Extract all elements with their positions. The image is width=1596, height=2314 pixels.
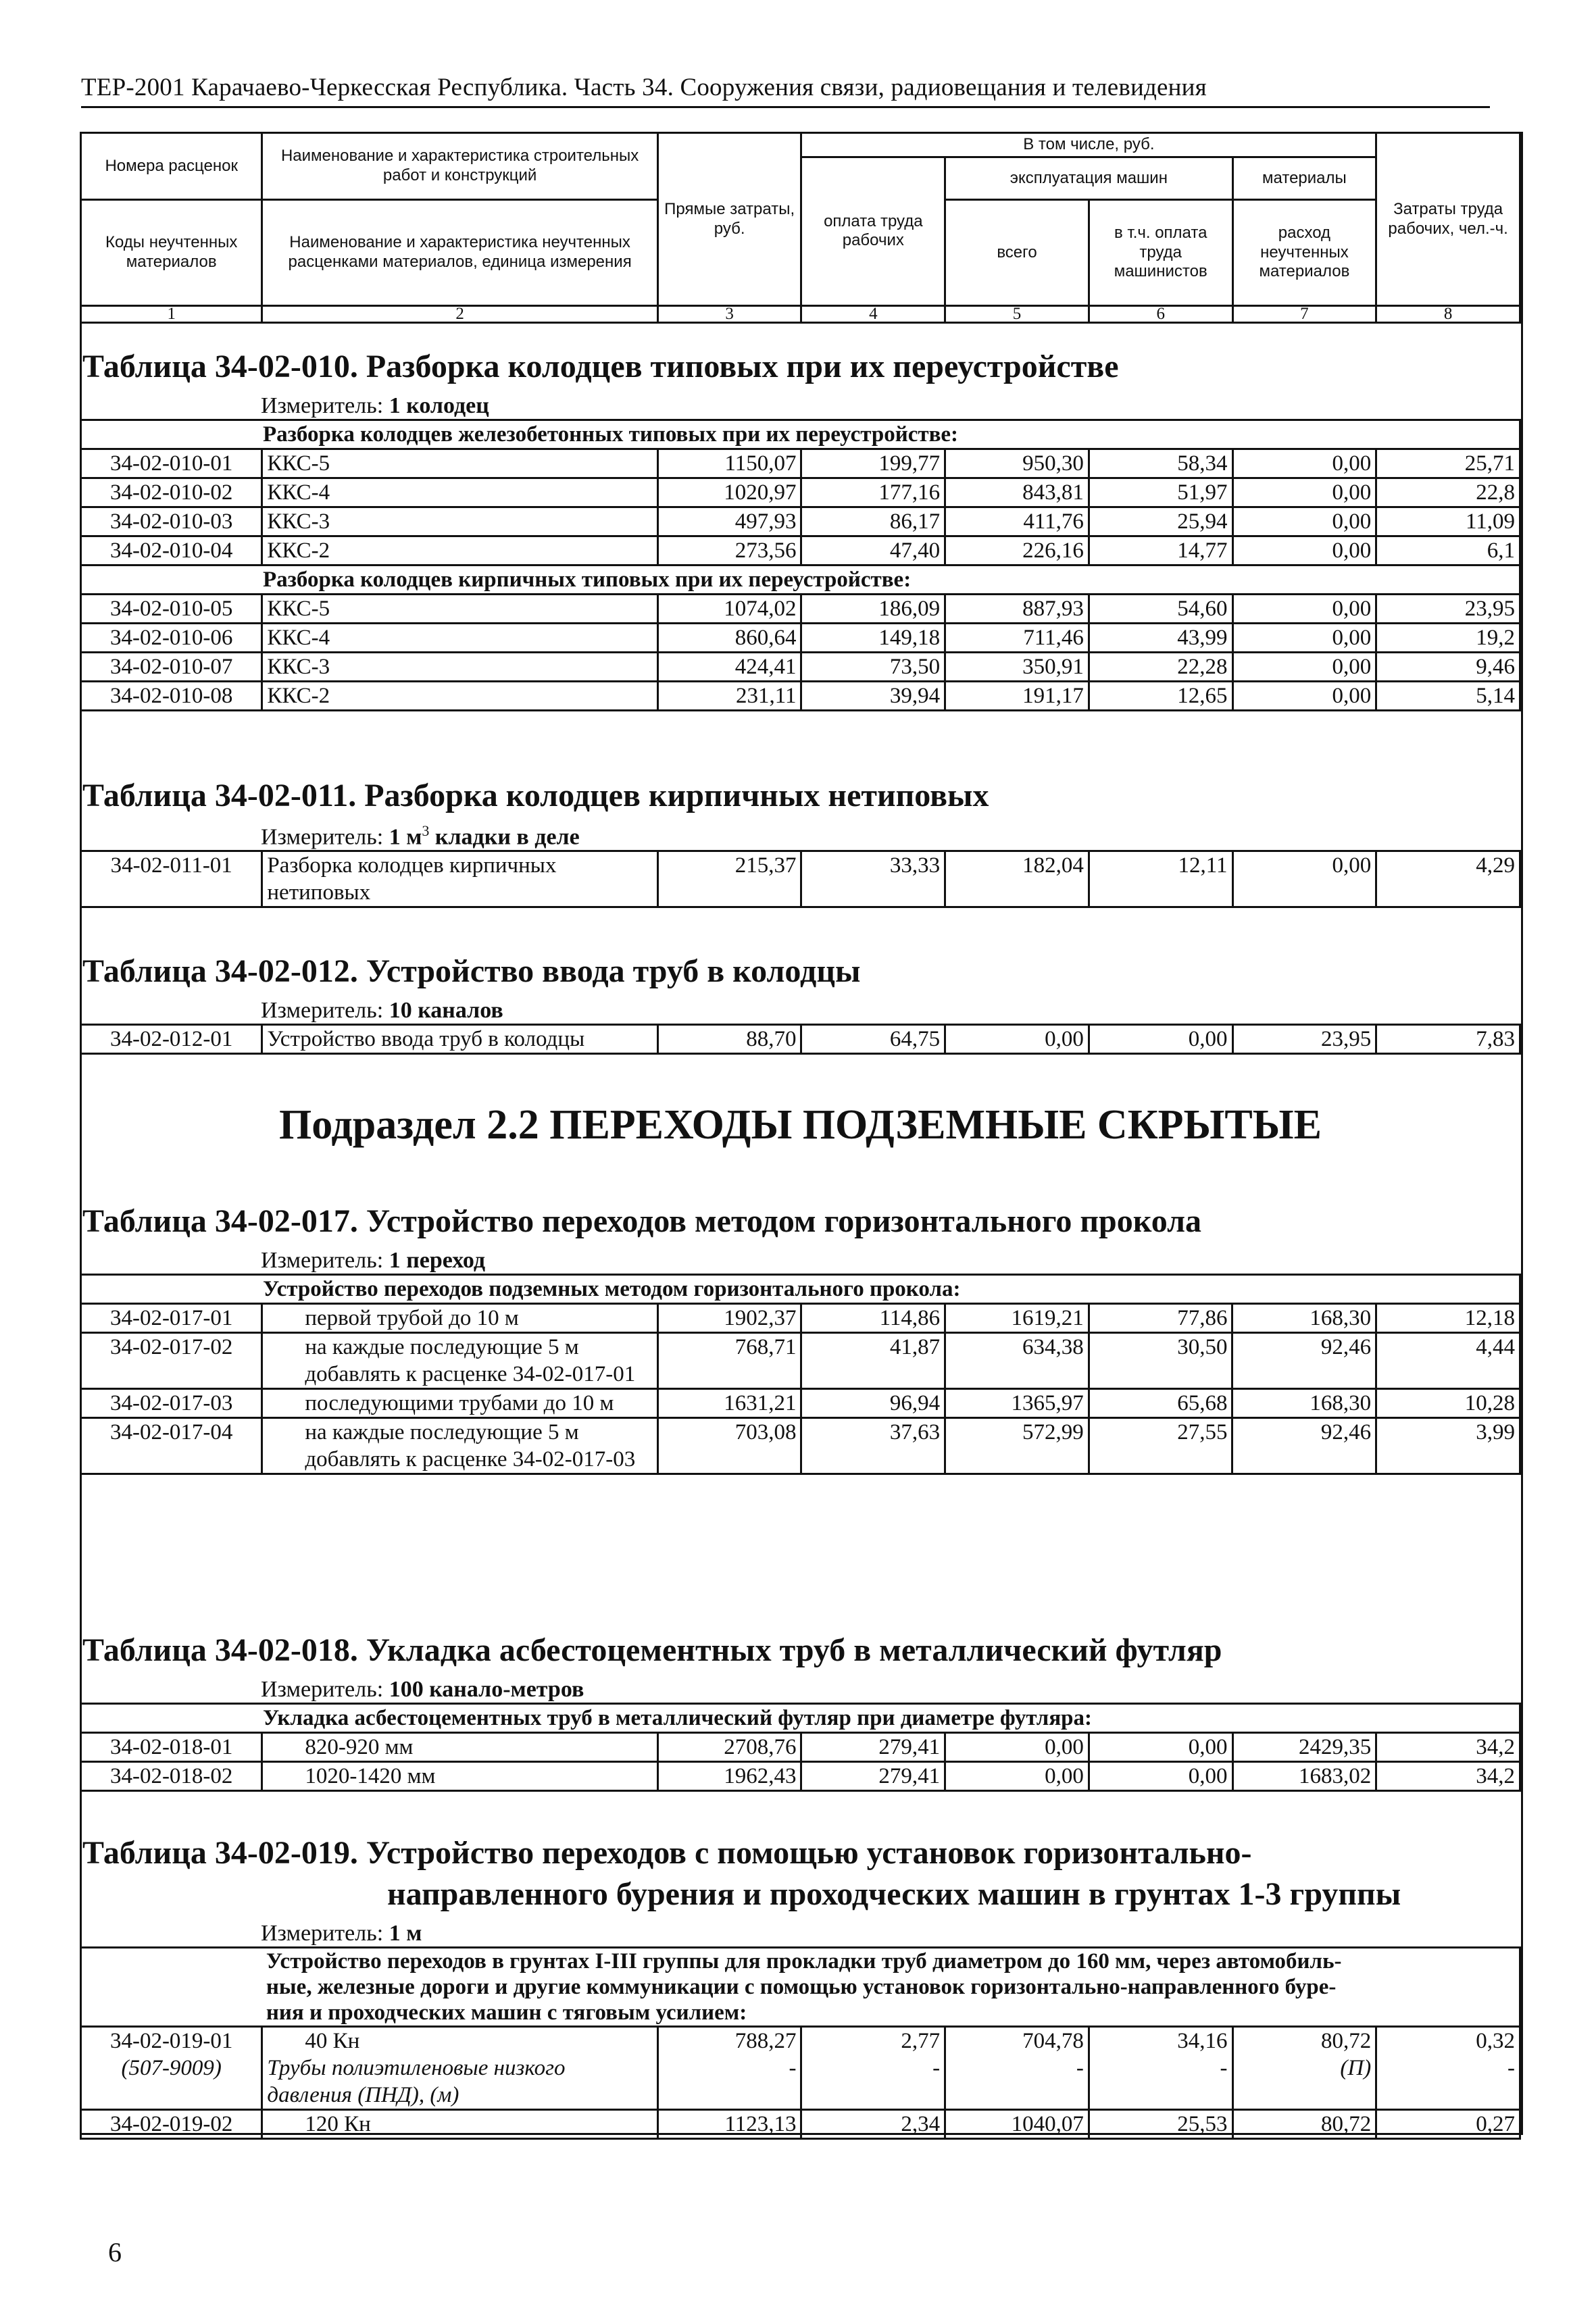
data-table [80, 1024, 1521, 1055]
work-name: ККС-2 [262, 682, 657, 711]
measure-rest: кладки в деле [429, 824, 580, 850]
cell-value: 231,11 [657, 682, 801, 711]
cell-value: 22,28 [1089, 653, 1232, 682]
work-name: Устройство ввода труб в колодцы [262, 1025, 657, 1054]
cell-value: 25,71 [1376, 449, 1520, 478]
subsection-heading: Подраздел 2.2 ПЕРЕХОДЫ ПОДЗЕМНЫЕ СКРЫТЫЕ [278, 1102, 1322, 1148]
cell-value: 58,34 [1089, 449, 1232, 478]
table-row [81, 624, 1520, 653]
cell-value: 0,00 [1232, 449, 1376, 478]
cell-value: 43,99 [1089, 624, 1232, 653]
cell-value: 47,40 [801, 536, 945, 565]
measure-label: Измеритель: [261, 1677, 389, 1702]
cell-value: 704,78 [1022, 2029, 1084, 2053]
table-row [81, 507, 1520, 536]
col6-header: в т.ч. оплата труда машинистов [1089, 200, 1232, 306]
cell-value: 4,29 [1376, 851, 1520, 907]
cell-value: 14,77 [1089, 536, 1232, 565]
cell-value: 1631,21 [657, 1389, 801, 1418]
col7-header: расход неучтенных материалов [1232, 200, 1376, 306]
rate-code: 34-02-010-05 [81, 595, 262, 624]
rate-code: 34-02-017-03 [81, 1389, 262, 1418]
table-row [81, 536, 1520, 565]
table-row [81, 1762, 1520, 1791]
cell-value: 23,95 [1376, 595, 1520, 624]
table-34-02-017-section [80, 1203, 1521, 1475]
col5-header: всего [945, 200, 1089, 306]
cell-value: 88,70 [657, 1025, 801, 1054]
group-heading-line: Устройство переходов в грунтах I-III группы для прокладки труб диаметром до 160 мм, через автомобиль- [266, 1949, 1342, 1973]
rate-code-cell [81, 2027, 262, 2110]
cell-value: 411,76 [945, 507, 1089, 536]
data-table [80, 850, 1521, 908]
cell-value: - [932, 2056, 941, 2080]
cell-value: 1020,97 [657, 478, 801, 507]
table-row [81, 1389, 1520, 1418]
running-header: ТЕР-2001 Карачаево-Черкесская Республика. Часть 34. Сооружения связи, радиовещания и телевидения [81, 73, 1490, 108]
cell-value: 34,2 [1376, 1762, 1520, 1791]
table-row [81, 449, 1520, 478]
col-num: 1 [81, 306, 262, 323]
cell-value: 64,75 [801, 1025, 945, 1054]
material-code: (507-9009) [121, 2056, 222, 2080]
rate-code: 34-02-010-06 [81, 624, 262, 653]
cell-value: 0,00 [945, 1025, 1089, 1054]
measure-label: Измеритель: [261, 393, 389, 418]
cell-value: 77,86 [1089, 1304, 1232, 1333]
incl-header: В том числе, руб. [801, 133, 1376, 157]
cell-value: 37,63 [801, 1418, 945, 1474]
cell-value: 4,44 [1376, 1333, 1520, 1389]
col2-header-b: Наименование и характеристика неучтенных расценками материалов, единица измерения [262, 200, 657, 306]
work-name: на каждые последующие 5 м добавлять к расценке 34-02-017-01 [262, 1333, 657, 1389]
cell-value: 1962,43 [657, 1762, 801, 1791]
cell-value: 25,94 [1089, 507, 1232, 536]
cell-value: 572,99 [945, 1418, 1089, 1474]
rate-code: 34-02-019-02 [81, 2110, 262, 2139]
cell-value: 6,1 [1376, 536, 1520, 565]
cell-value: 0,00 [1232, 653, 1376, 682]
measure-sup: 3 [422, 822, 430, 839]
cell-value: 788,27 [734, 2029, 797, 2053]
group-heading [262, 1948, 1520, 2027]
table-title: Таблица 34-02-011. Разборка колодцев кирпичных нетиповых [82, 778, 989, 813]
cell-value: 80,72 [1320, 2029, 1372, 2053]
cell-value: 1619,21 [945, 1304, 1089, 1333]
cell-value: 12,65 [1089, 682, 1232, 711]
table-title: Таблица 34-02-018. Укладка асбестоцементных труб в металлический футляр [82, 1632, 1222, 1668]
work-name: 40 Кн [305, 2029, 360, 2053]
cell-value: 168,30 [1232, 1304, 1376, 1333]
col-num: 7 [1232, 306, 1376, 323]
cell-value: 497,93 [657, 507, 801, 536]
work-name: Разборка колодцев кирпичных нетиповых [262, 851, 657, 907]
table-row [81, 2027, 1520, 2110]
cell-value: 350,91 [945, 653, 1089, 682]
data-table [80, 1946, 1521, 2140]
group-heading-line: ния и проходческих машин с тяговым усилием: [266, 2001, 747, 2025]
col-num: 3 [657, 306, 801, 323]
cell-value: 843,81 [945, 478, 1089, 507]
rate-code: 34-02-012-01 [81, 1025, 262, 1054]
cell-value: 2708,76 [657, 1733, 801, 1762]
table-row [81, 595, 1520, 624]
cell-value: 39,94 [801, 682, 945, 711]
rate-code: 34-02-010-01 [81, 449, 262, 478]
cell-value: 34,2 [1376, 1733, 1520, 1762]
cell-value: - [789, 2056, 797, 2080]
cell-value: 86,17 [801, 507, 945, 536]
cell-value: 2429,35 [1232, 1733, 1376, 1762]
work-name: ККС-4 [262, 478, 657, 507]
cell-value: 950,30 [945, 449, 1089, 478]
table-34-02-012-section [80, 953, 1521, 1055]
rate-code: 34-02-018-02 [81, 1762, 262, 1791]
cell-value: 273,56 [657, 536, 801, 565]
cell-value: 25,53 [1089, 2110, 1232, 2139]
cell-value: 182,04 [945, 851, 1089, 907]
work-name: ККС-4 [262, 624, 657, 653]
measure-line [80, 1248, 1521, 1274]
cell-value: 96,94 [801, 1389, 945, 1418]
work-name: ККС-5 [262, 449, 657, 478]
cell-value: 33,33 [801, 851, 945, 907]
cell-value: 0,00 [1232, 851, 1376, 907]
table-row [81, 2110, 1520, 2139]
cell-value: 0,32 [1476, 2029, 1515, 2053]
group-heading-line: ные, железные дороги и другие коммуникации с помощью установок горизонтально-направленного буре- [266, 1975, 1337, 1999]
rate-code: 34-02-017-04 [81, 1418, 262, 1474]
cell-value: 1902,37 [657, 1304, 801, 1333]
cell-value: 279,41 [801, 1733, 945, 1762]
cell-value: 0,00 [1232, 478, 1376, 507]
cell-value: 0,00 [1089, 1025, 1232, 1054]
measure-value: 1 м [389, 824, 422, 850]
cell-value: 186,09 [801, 595, 945, 624]
table-34-02-011-section [80, 777, 1521, 908]
cell-value: 65,68 [1089, 1389, 1232, 1418]
rate-code: 34-02-017-01 [81, 1304, 262, 1333]
cell-value: 41,87 [801, 1333, 945, 1389]
group-heading: Укладка асбестоцементных труб в металлический футляр при диаметре футляра: [81, 1704, 1520, 1733]
cell-value: 0,00 [1232, 682, 1376, 711]
work-name: первой трубой до 10 м [262, 1304, 657, 1333]
cell-value: 30,50 [1089, 1333, 1232, 1389]
cell-value: 0,00 [1232, 595, 1376, 624]
work-name: 820-920 мм [262, 1733, 657, 1762]
measure-value: 10 каналов [389, 998, 503, 1023]
cell-value: 1683,02 [1232, 1762, 1376, 1791]
cell-value: 0,00 [1089, 1733, 1232, 1762]
table-row [81, 1418, 1520, 1474]
machines-header: эксплуатация машин [945, 157, 1232, 199]
cell-value: 634,38 [945, 1333, 1089, 1389]
col-num: 4 [801, 306, 945, 323]
col2-header-a: Наименование и характеристика строительных работ и конструкций [262, 133, 657, 200]
table-title: Таблица 34-02-017. Устройство переходов методом горизонтального прокола [82, 1203, 1202, 1239]
cell-value: 768,71 [657, 1333, 801, 1389]
measure-label: Измеритель: [261, 824, 389, 850]
cell-value: 2,34 [801, 2110, 945, 2139]
table-34-02-010-section [80, 348, 1521, 711]
cell-value: 19,2 [1376, 624, 1520, 653]
measure-value: 100 канало-метров [389, 1677, 584, 1702]
measure-label: Измеритель: [261, 998, 389, 1023]
cell-value: 5,14 [1376, 682, 1520, 711]
col1-header-a: Номера расценок [81, 133, 262, 200]
col3-header: Прямые затраты, руб. [657, 133, 801, 306]
rate-code: 34-02-018-01 [81, 1733, 262, 1762]
cell-value: 215,37 [657, 851, 801, 907]
work-name: 120 Кн [262, 2110, 657, 2139]
work-name: ККС-2 [262, 536, 657, 565]
cell-value: 92,46 [1232, 1418, 1376, 1474]
cell-value: 2,77 [901, 2029, 941, 2053]
cell-value: 54,60 [1089, 595, 1232, 624]
column-header-table [80, 132, 1521, 324]
rate-code: 34-02-019-01 [109, 2029, 233, 2053]
table-34-02-019-section [80, 1834, 1521, 2140]
work-name: на каждые последующие 5 м добавлять к расценке 34-02-017-03 [262, 1418, 657, 1474]
work-name: ККС-3 [262, 507, 657, 536]
cell-value: 887,93 [945, 595, 1089, 624]
data-table [80, 419, 1521, 711]
rate-code: 34-02-011-01 [81, 851, 262, 907]
cell-value: 1040,07 [945, 2110, 1089, 2139]
cell-value: 12,18 [1376, 1304, 1520, 1333]
col-num: 8 [1376, 306, 1520, 323]
cell-value: 1123,13 [657, 2110, 801, 2139]
cell-value: 0,00 [1232, 536, 1376, 565]
cell-value: 168,30 [1232, 1389, 1376, 1418]
cell-value: 9,46 [1376, 653, 1520, 682]
cell-value: 191,17 [945, 682, 1089, 711]
col4-header: оплата труда рабочих [801, 157, 945, 305]
col8-header: Затраты труда рабочих, чел.-ч. [1376, 133, 1520, 306]
work-name-cell [262, 2027, 657, 2110]
measure-value: 1 м [389, 1921, 422, 1946]
cell-value: - [1220, 2056, 1228, 2080]
rate-code: 34-02-010-04 [81, 536, 262, 565]
cell-value: 114,86 [801, 1304, 945, 1333]
cell-value: 27,55 [1089, 1418, 1232, 1474]
work-name: ККС-3 [262, 653, 657, 682]
measure-label: Измеритель: [261, 1921, 389, 1946]
cell-value: 0,00 [1232, 507, 1376, 536]
cell-value: 51,97 [1089, 478, 1232, 507]
page-number: 6 [108, 2237, 122, 2267]
measure-line [80, 822, 1521, 850]
cell-value: 860,64 [657, 624, 801, 653]
cell-value: 703,08 [657, 1418, 801, 1474]
table-title-line2: направленного бурения и проходческих машин в грунтах 1-3 группы [387, 1876, 1401, 1912]
measure-line [80, 393, 1521, 419]
table-row [81, 478, 1520, 507]
cell-value: 1074,02 [657, 595, 801, 624]
cell-value: 1365,97 [945, 1389, 1089, 1418]
cell-value: 149,18 [801, 624, 945, 653]
cell-value: 80,72 [1232, 2110, 1376, 2139]
table-title: Таблица 34-02-010. Разборка колодцев типовых при их переустройстве [82, 349, 1119, 384]
cell-value: 0,27 [1376, 2110, 1520, 2139]
rate-code: 34-02-010-03 [81, 507, 262, 536]
cell-value: 73,50 [801, 653, 945, 682]
table-row [81, 653, 1520, 682]
cell-value: 22,8 [1376, 478, 1520, 507]
cell-value: 10,28 [1376, 1389, 1520, 1418]
measure-value: 1 колодец [389, 393, 489, 418]
rate-code: 34-02-010-02 [81, 478, 262, 507]
measure-label: Измеритель: [261, 1248, 389, 1273]
col-num: 6 [1089, 306, 1232, 323]
cell-value: 279,41 [801, 1762, 945, 1791]
cell-value: 3,99 [1376, 1418, 1520, 1474]
col1-header-b: Коды неучтенных материалов [81, 200, 262, 306]
cell-value: 0,00 [1232, 624, 1376, 653]
measure-line [80, 998, 1521, 1024]
cell-value: (П) [1340, 2056, 1372, 2080]
cell-value: 11,09 [1376, 507, 1520, 536]
cell-value: 0,00 [945, 1733, 1089, 1762]
table-row [81, 1733, 1520, 1762]
cell-value: - [1076, 2056, 1084, 2080]
table-row [81, 1025, 1520, 1054]
data-table [80, 1274, 1521, 1475]
cell-value: 7,83 [1376, 1025, 1520, 1054]
cell-value: 12,11 [1089, 851, 1232, 907]
work-name: последующими трубами до 10 м [262, 1389, 657, 1418]
cell-value: 23,95 [1232, 1025, 1376, 1054]
measure-line [80, 1677, 1521, 1703]
cell-value: 0,00 [1089, 1762, 1232, 1791]
cell-value: 711,46 [945, 624, 1089, 653]
data-table [80, 1703, 1521, 1792]
table-row [81, 851, 1520, 907]
cell-value: 424,41 [657, 653, 801, 682]
material-name: Трубы полиэтиленовые низкого давления (ПНД), (м) [267, 2056, 566, 2107]
rate-code: 34-02-010-07 [81, 653, 262, 682]
cell-value: 226,16 [945, 536, 1089, 565]
table-row [81, 1304, 1520, 1333]
measure-value: 1 переход [389, 1248, 486, 1273]
cell-value: 92,46 [1232, 1333, 1376, 1389]
cell-value: 0,00 [945, 1762, 1089, 1791]
measure-line [80, 1921, 1521, 1946]
table-title: Таблица 34-02-012. Устройство ввода труб в колодцы [82, 953, 861, 989]
work-name: 1020-1420 мм [262, 1762, 657, 1791]
cell-value: 1150,07 [657, 449, 801, 478]
cell-value: 34,16 [1177, 2029, 1228, 2053]
table-row [81, 1333, 1520, 1389]
table-row [81, 682, 1520, 711]
rate-code: 34-02-017-02 [81, 1333, 262, 1389]
col-num: 5 [945, 306, 1089, 323]
table-34-02-018-section [80, 1632, 1521, 1792]
group-heading: Разборка колодцев железобетонных типовых при их переустройстве: [81, 420, 1520, 449]
cell-value: 199,77 [801, 449, 945, 478]
rate-code: 34-02-010-08 [81, 682, 262, 711]
cell-value: 177,16 [801, 478, 945, 507]
table-title-line1: Таблица 34-02-019. Устройство переходов с помощью установок горизонтально- [82, 1835, 1252, 1871]
cell-value: - [1507, 2056, 1515, 2080]
group-heading: Разборка колодцев кирпичных типовых при их переустройстве: [81, 565, 1520, 595]
work-name: ККС-5 [262, 595, 657, 624]
group-heading: Устройство переходов подземных методом горизонтального прокола: [81, 1275, 1520, 1304]
col-num: 2 [262, 306, 657, 323]
materials-header: материалы [1232, 157, 1376, 199]
